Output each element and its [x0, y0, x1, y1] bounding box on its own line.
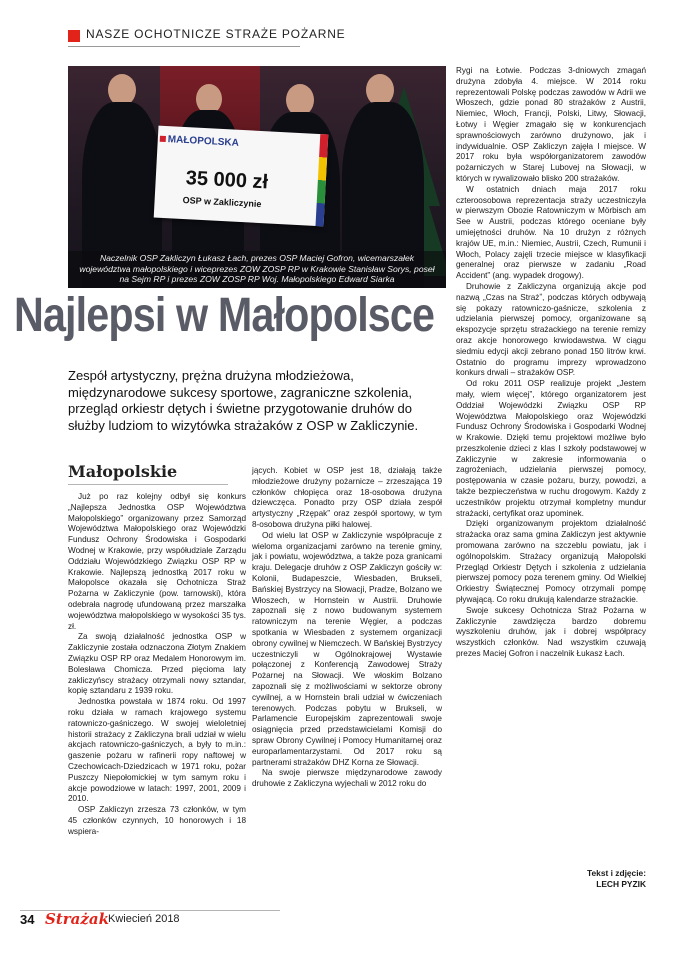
credit-label: Tekst i zdjęcie: — [587, 868, 646, 878]
paragraph: Swoje sukcesy Ochotnicza Straż Pożarna w Zakliczynie zawdzięcza bardzo dobremu wyszkoleniu druhów, jak i dobrej współpracy wszystkich członków. Nad wszystkim czuwają prezes Maciej Gofron i naczelnik Łukasz Łach. — [456, 605, 646, 659]
issue-date: Kwiecień 2018 — [108, 913, 180, 925]
malopolska-logo-icon — [160, 136, 166, 142]
credit-author: LECH PYZIK — [596, 879, 646, 889]
magazine-name: Strażak — [45, 910, 110, 928]
paragraph: W ostatnich dniach maja 2017 roku czteroosobowa reprezentacja straży uczestniczyła w pierwszym Obozie Ratowniczym w Mörbisch am See w Austrii, podczas którego oceniane były umiejętności druhów. Na 10 drużyn z różnych krajów UE, m.in.: Niemiec, Austrii, Czech, Rumunii i Włoch, Polacy zajęli trzecie miejsce w klasyfikacji generalnej oraz pierwsze w zadaniu „Road Accident” (ang. wypadek drogowy). — [456, 184, 646, 281]
check-amount: 35 000 zł — [185, 167, 269, 194]
paragraph: Jednostka powstała w 1874 roku. Od 1997 roku działa w ramach krajowego systemu ratowniczo-gaśniczego. W swojej wieloletniej historii strażacy z Zakliczyna brali udział w wielu akcjach ratowniczo-gaśniczych, a były to m.in.: gaszenie pożaru w rafinerii ropy naftowej w Czechowicach-Dziedzicach w 1971 roku, pożar Puszczy Niepołomickiej w tym samym roku i akcje powodziowe w latach: 1997, 2001, 2009 i 2010. — [68, 697, 246, 804]
check-logo: MAŁOPOLSKA — [167, 134, 240, 149]
page-number: 34 — [20, 912, 35, 927]
paragraph: Od roku 2011 OSP realizuje projekt „Jestem mały, wiem więcej”, którego organizatorem jest Oddział Wojewódzki Związku OSP RP Województwa Małopolskiego oraz Wojewódzki Fundusz Ochrony Środowiska i Gospodarki Wodnej w Krakowie. Dzięki temu projektowi możliwe było przeszkolenie dzieci z klas I szkoły podstawowej w Zakliczynie w zakresie informowania o zagrożeniach, udzielania pierwszej pomocy, postępowania w czasie pożaru, burzy, powodzi, a także bezpieczeństwa w ruchu drogowym. Każdy z uczestników projektu otrzymał kompletny mundur strażacki, certyfikat oraz upominek. — [456, 379, 646, 518]
paragraph: Na swoje pierwsze międzynarodowe zawody druhowie z Zakliczyna wyjechali w 2012 roku do — [252, 768, 442, 789]
article-subheading: Małopolskie — [68, 462, 178, 481]
paragraph: Rygi na Łotwie. Podczas 3-dniowych zmagań drużyna zdobyła 4. miejsce. W 2014 roku reprezentowali Polskę podczas zawodów w Adrii we Włoszech, gdzie ponad 80 strażaków z Austrii, Niemiec, Włoch, Francji, Polski, Litwy, Słowacji, Łotwy i Węgier zmagało się w konkurencjach sprawnościowych zarówno drużynowo, jak i indywidualnie. OSP Zakliczyn zajęła I miejsce. W 2017 roku była współorganizatorem zawodów pożarniczych w Starej Lubovej na Słowacji, w których w rywalizowało blisko 200 strażaków. — [456, 66, 646, 183]
author-credit — [456, 868, 646, 890]
article-lead: Zespół artystyczny, prężna drużyna młodzieżowa, międzynarodowe sukcesy sportowe, zagraniczne szkolenia, przegląd orkiestr dętych i świetne przygotowanie druhów do służby ludziom to wizytówka strażaków z OSP w Zakliczynie. — [68, 368, 419, 433]
paragraph: Dzięki organizowanym projektom działalność strażacka oraz sama gmina Zakliczyn jest aktywnie promowana zarówno na szczeblu powiatu, jak i ogólnopolskim. Strażacy organizują Małopolski Przegląd Orkiestr Dętych i szkolenia z udzielania pierwszej pomocy poza terenem gminy. Od Wielkiej Orkiestry Świątecznej Pomocy otrzymali pompę pływającą. Co roku drukują kalendarze strażackie. — [456, 519, 646, 605]
paragraph: Za swoją działalność jednostka OSP w Zakliczynie została odznaczona Złotym Znakiem Związku OSP RP oraz Medalem Honorowym im. Bolesława Chomicza. Przed pięcioma laty zakliczyńscy strażacy otrzymali nowy sztandar, kopię sztandaru z 1939 roku. — [68, 632, 246, 696]
photo-caption: Naczelnik OSP Zakliczyn Łukasz Łach, prezes OSP Maciej Gofron, wicemarszałek województwa małopolskiego i wiceprezes ZOW ZOSP RP w Krakowie Stanisław Sorys, poseł na Sejm RP i prezes ZOW ZOSP RP Woj. Małopolskiego Edward Siarka — [68, 251, 446, 288]
text-column-2 — [252, 466, 442, 790]
article-headline: Najlepsi w Małopolsce — [14, 289, 435, 342]
prize-check — [154, 126, 329, 227]
section-marker — [68, 30, 80, 42]
check-payee: OSP w Zakliczynie — [182, 194, 262, 210]
paragraph: Od wielu lat OSP w Zakliczynie współpracuje z wieloma organizacjami zarówno na terenie gminy, jak i powiatu, województwa, a także poza granicami kraju. Delegacje druhów z OSP Zakliczyn gościły w: Kolonii, Budapeszcie, Wiesbaden, Brukseli, Bańskiej Bystrzycy na Słowacji, Pradze, Bolzano we Włoszech, w Hornstein w Austrii. Druhowie zapoznali się z nowo budowanym systemem ratowniczym na terenie Węgier, a podczas spotkania w Wiesbaden z systemem organizacji obrony cywilnej w Niemczech. W Bańskiej Bystrzycy uczestniczyli w Ogólnokrajowej Wystawie połączonej z Konferencją Zawodowej Straży Pożarnej na Słowacji. We włoskim Bolzano zapoznali się z możliwościami w sektorze obrony cywilnej, a w Hornstein brali udział w ćwiczeniach terenowych. Podczas pobytu w Brukseli, w Parlamencie Europejskim zaprezentowali swoje osiągnięcia przed przedstawicielami Komisji do spraw Obrony Cywilnej i Pomocy Humanitarnej oraz europarlamentarzystami. Od 2017 roku są partnerami strażaków DHZ Korna ze Słowacji. — [252, 530, 442, 767]
section-rule — [68, 46, 300, 47]
text-column-3 — [456, 66, 646, 660]
paragraph: Już po raz kolejny odbył się konkurs „Najlepsza Jednostka OSP Województwa Małopolskiego” organizowany przez Samorząd Województwa Małopolskiego oraz Wojewódzki Fundusz Ochrony Środowiska i Gospodarki Wodnej w Krakowie, przy współudziale Zarządu Oddziału Wojewódzkiego Związku OSP RP w Krakowie. Najlepszą jednostką 2017 roku w Małopolsce okazała się Ochotnicza Straż Pożarna w Zakliczynie (pow. tarnowski), która odebrała nagrodę ufundowaną przez marszałka województwa małopolskiego w wysokości 35 tys. zł. — [68, 492, 246, 631]
section-title: NASZE OCHOTNICZE STRAŻE POŻARNE — [86, 27, 346, 41]
article-photo — [68, 66, 446, 288]
text-column-1 — [68, 492, 246, 838]
paragraph: OSP Zakliczyn zrzesza 73 członków, w tym 45 członków czynnych, 10 honorowych i 18 wspiera- — [68, 805, 246, 836]
subheading-rule — [68, 484, 228, 485]
paragraph: jących. Kobiet w OSP jest 18, działają także młodzieżowe drużyny pożarnicze – zrzeszająca 19 członków chłopięca oraz 18-osobowa drużyna dziewczęca. Ponadto przy OSP działa zespół artystyczny „Rzępak” oraz zespół sportowy, w tym 8-osobowa drużyna piłki halowej. — [252, 466, 442, 529]
paragraph: Druhowie z Zakliczyna organizują akcje pod nazwą „Czas na Strażˮ, podczas których odbywają się pokazy ratowniczo-gaśnicze, szkolenia z udzielania pierwszej pomocy, organizowane są ekspozycje sprzętu strażackiego na terenie remizy oraz akcje honorowego krwiodawstwa. W ciągu siedmiu edycji akcji zebrano ponad 150 litrów krwi. Ostatnio do programu imprezy wprowadzono konkurs drwali – strażaków OSP. — [456, 281, 646, 378]
